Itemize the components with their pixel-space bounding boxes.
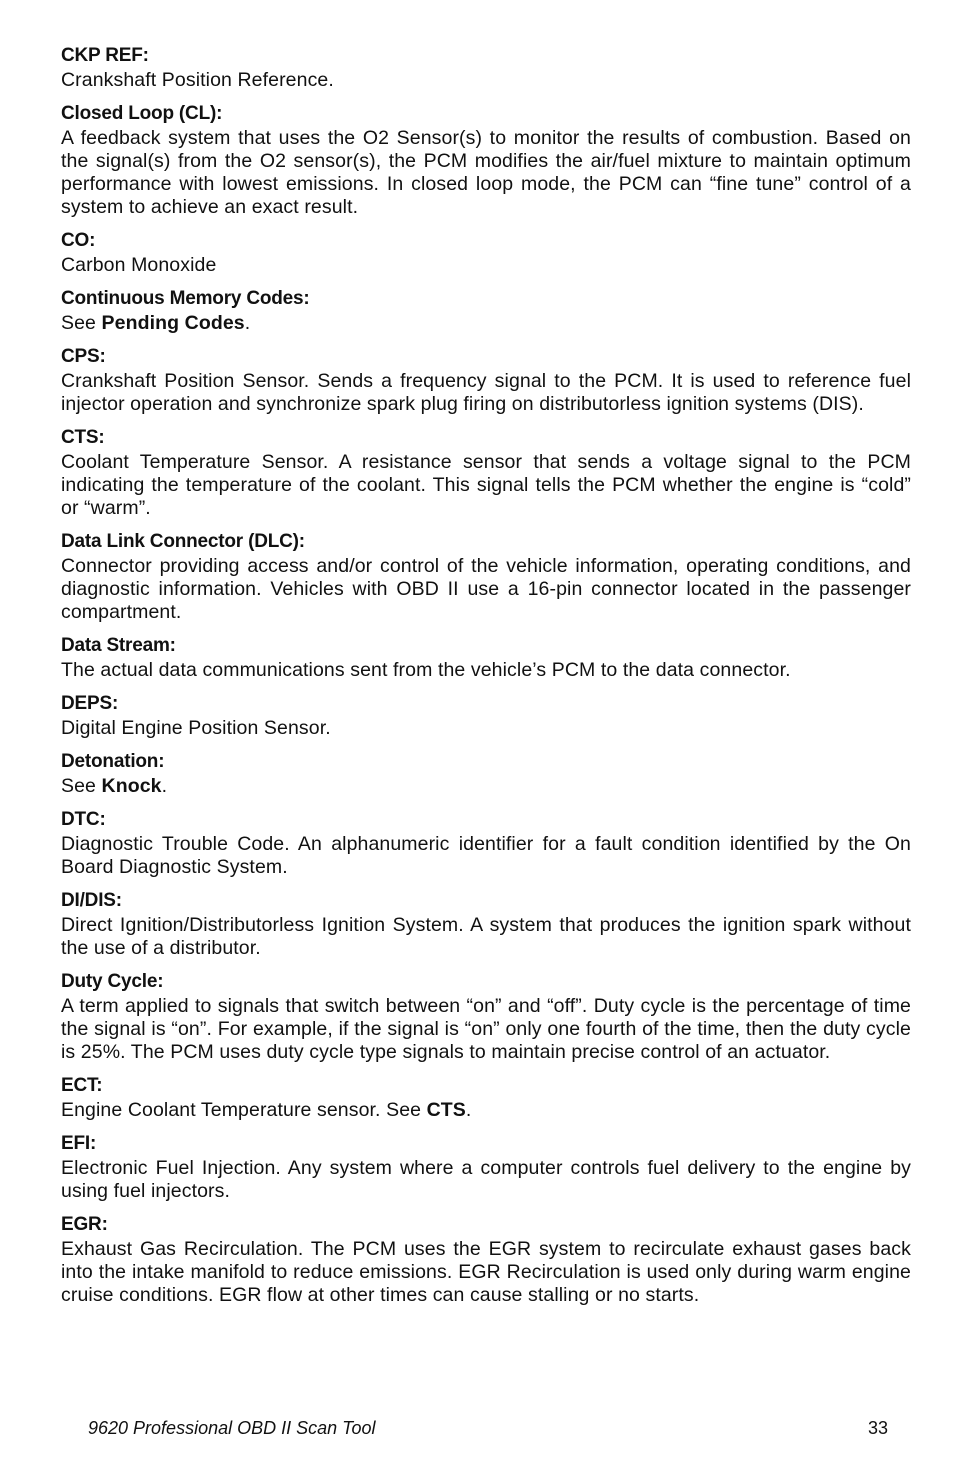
definition: Connector providing access and/or control of the vehicle information, operating conditions, and diagnostic information. Vehicles with OBD II use a 16-pin connector located in the passenger compartment. (61, 555, 911, 623)
glossary-entry-dtc (61, 808, 911, 879)
definition: A feedback system that uses the O2 Sensor(s) to monitor the results of combustion. Based on the signal(s) from the O2 sensor(s), the PCM modifies the air/fuel mixture to maintain optimum performance with lowest emissions. In closed loop mode, the PCM can “fine tune” control of a system to achieve an exact result. (61, 127, 911, 218)
term: CO: (61, 230, 96, 251)
definition: Coolant Temperature Sensor. A resistance sensor that sends a voltage signal to the PCM indicating the temperature of the coolant. This signal tells the PCM whether the engine is “cold” or “warm”. (61, 451, 911, 519)
definition: Exhaust Gas Recirculation. The PCM uses the EGR system to recirculate exhaust gases back into the intake manifold to reduce emissions. EGR Recirculation is used only during warm engine cruise conditions. EGR flow at other times can cause stalling or no starts. (61, 1238, 911, 1306)
term: CKP REF: (61, 45, 149, 66)
definition: Direct Ignition/Distributorless Ignition System. A system that produces the ignition spark without the use of a distributor. (61, 914, 911, 959)
definition-text: See (61, 775, 102, 797)
term: CTS: (61, 427, 105, 448)
glossary-entry-cps (61, 345, 911, 416)
cross-reference: Pending Codes (101, 312, 245, 334)
definition-text: . (244, 312, 251, 334)
definition: Electronic Fuel Injection. Any system where a computer controls fuel delivery to the engine by using fuel injectors. (61, 1157, 911, 1202)
term: ECT: (61, 1075, 103, 1096)
term: Continuous Memory Codes: (61, 288, 310, 309)
definition-text: . (161, 775, 168, 797)
cross-reference: Knock (101, 775, 162, 797)
footer-title: 9620 Professional OBD II Scan Tool (88, 1418, 376, 1438)
glossary-content (61, 44, 911, 1317)
glossary-entry-deps (61, 692, 911, 740)
term: Closed Loop (CL): (61, 103, 223, 124)
definition (61, 775, 911, 798)
definition-text: Engine Coolant Temperature sensor. See (61, 1099, 427, 1121)
glossary-entry-dlc (61, 530, 911, 624)
term: Detonation: (61, 751, 165, 772)
definition: The actual data communications sent from the vehicle’s PCM to the data connector. (61, 659, 791, 681)
definition: Diagnostic Trouble Code. An alphanumeric identifier for a fault condition identified by the On Board Diagnostic System. (61, 833, 911, 878)
glossary-entry-co (61, 229, 911, 277)
definition (61, 1099, 911, 1122)
glossary-entry-data-stream (61, 634, 911, 682)
glossary-entry-ckp-ref (61, 44, 911, 92)
glossary-entry-cts (61, 426, 911, 520)
term: EGR: (61, 1214, 108, 1235)
term: Duty Cycle: (61, 971, 164, 992)
term: EFI: (61, 1133, 97, 1154)
term: Data Link Connector (DLC): (61, 531, 305, 552)
glossary-entry-ect (61, 1074, 911, 1122)
term: DEPS: (61, 693, 119, 714)
definition-text: See (61, 312, 102, 334)
glossary-entry-efi (61, 1132, 911, 1203)
glossary-entry-duty-cycle (61, 970, 911, 1064)
page-footer (88, 1417, 888, 1439)
glossary-entry-continuous-memory-codes (61, 287, 911, 335)
glossary-entry-egr (61, 1213, 911, 1307)
term: CPS: (61, 346, 106, 367)
glossary-entry-di-dis (61, 889, 911, 960)
definition (61, 312, 911, 335)
glossary-entry-detonation (61, 750, 911, 798)
definition: A term applied to signals that switch between “on” and “off”. Duty cycle is the percentage of time the signal is “on”. For example, if the signal is “on” only one fourth of the time, then the duty cycle is 25%. The PCM uses duty cycle type signals to maintain precise control of an actuator. (61, 995, 911, 1063)
definition-text: . (465, 1099, 472, 1121)
term: Data Stream: (61, 635, 176, 656)
term: DI/DIS: (61, 890, 122, 911)
definition: Crankshaft Position Reference. (61, 69, 334, 91)
page-number: 33 (867, 1418, 888, 1438)
definition: Digital Engine Position Sensor. (61, 717, 331, 739)
definition: Crankshaft Position Sensor. Sends a frequency signal to the PCM. It is used to reference fuel injector operation and synchronize spark plug firing on distributorless ignition systems (DIS). (61, 370, 911, 415)
glossary-entry-closed-loop (61, 102, 911, 219)
term: DTC: (61, 809, 106, 830)
definition: Carbon Monoxide (61, 254, 217, 276)
cross-reference: CTS (426, 1099, 466, 1121)
